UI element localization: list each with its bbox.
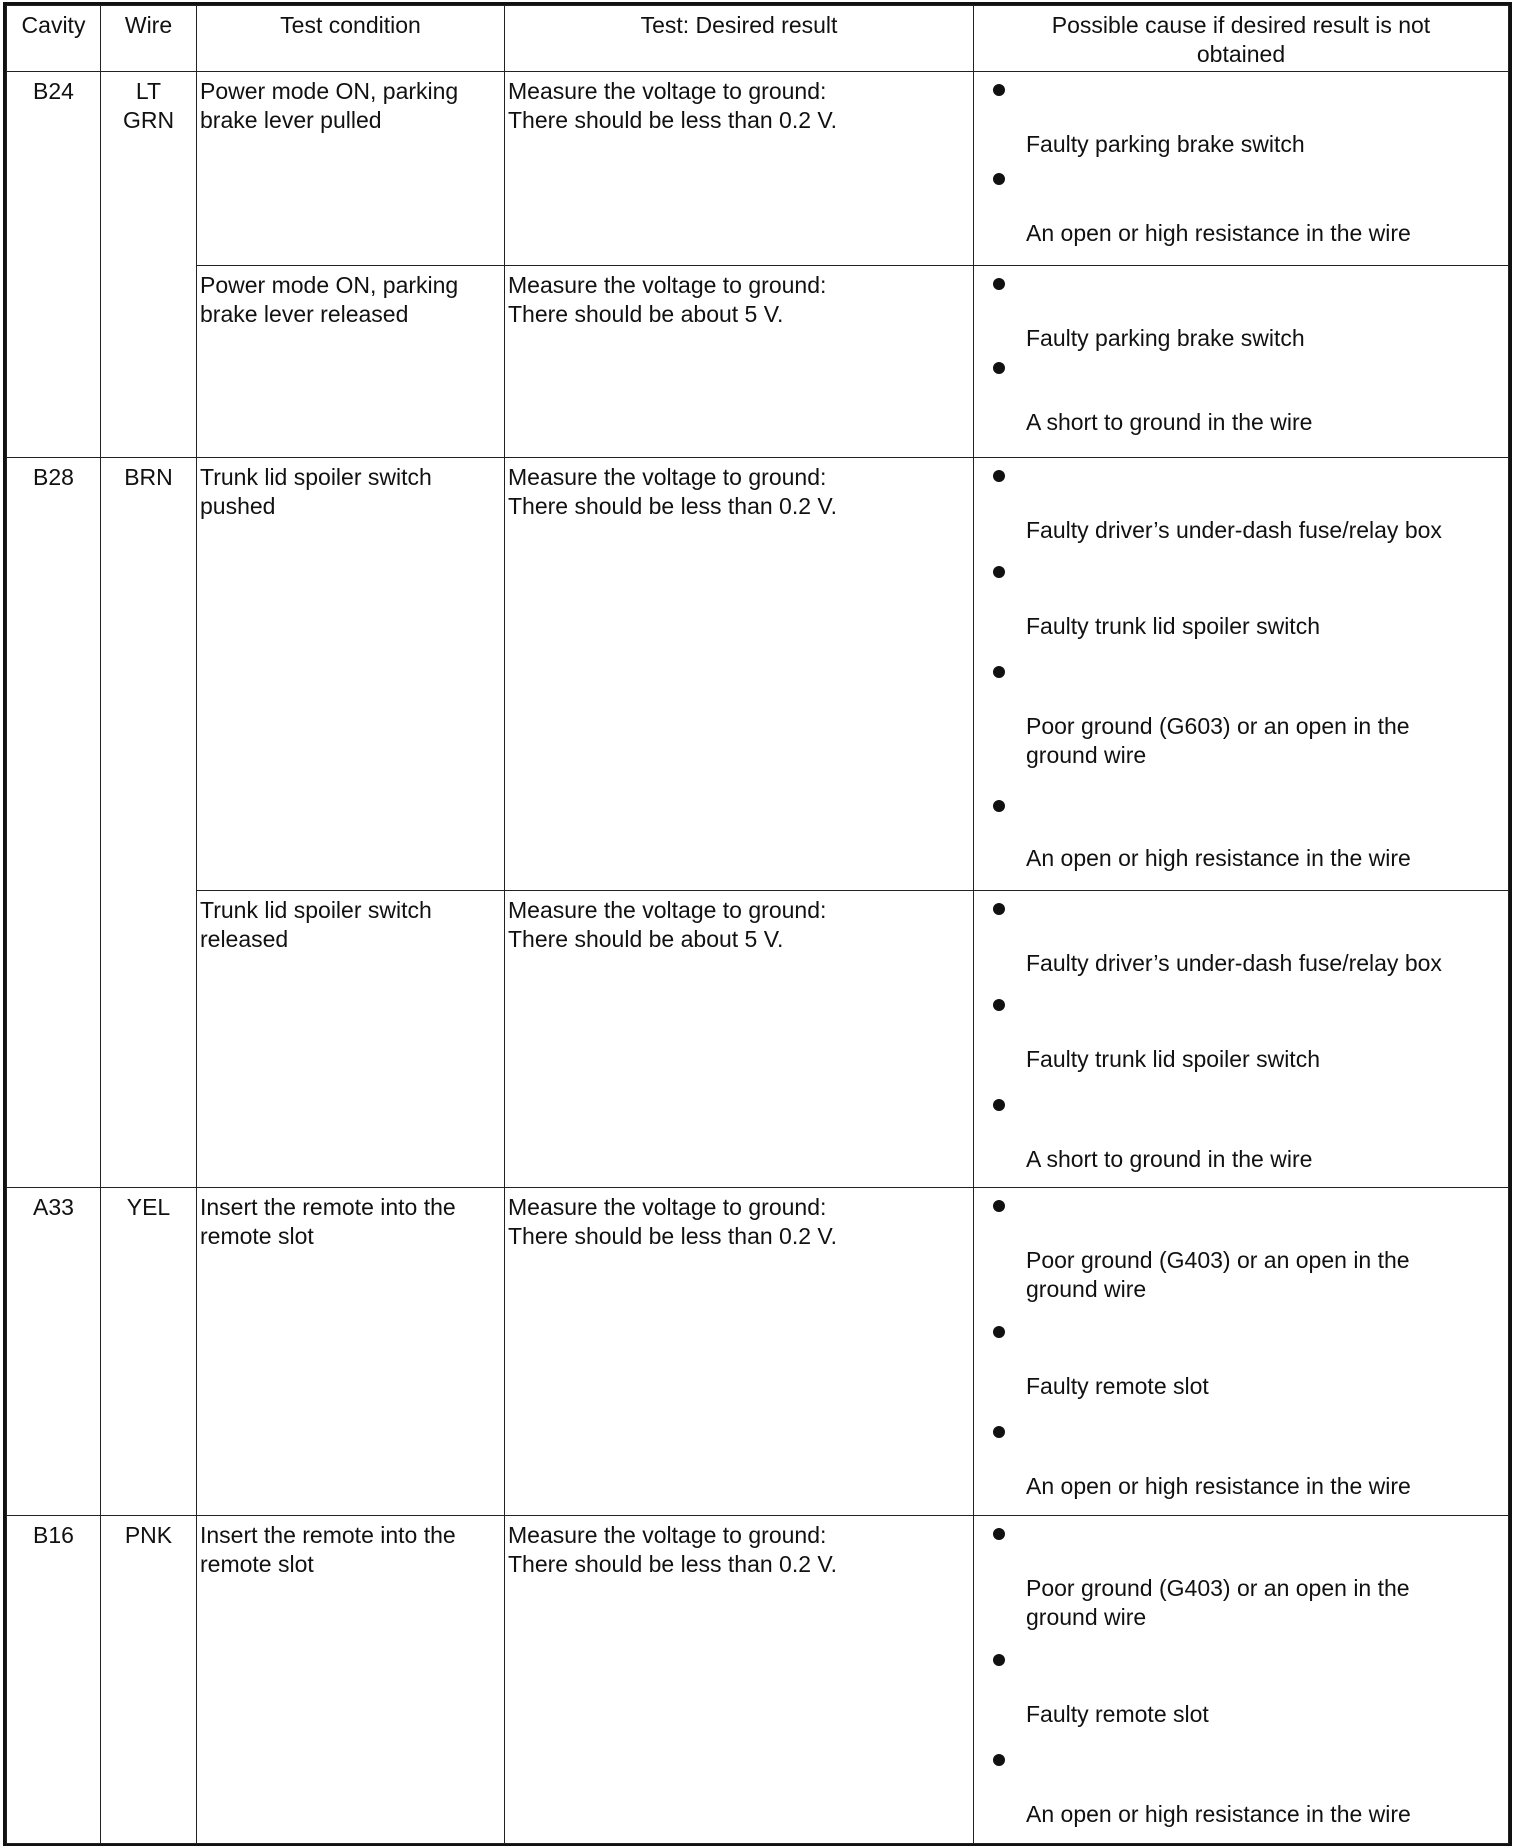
cause-text: Poor ground (G403) or an open in the ground wire bbox=[1026, 1575, 1410, 1630]
bullet-icon bbox=[993, 903, 1005, 915]
cause-item bbox=[974, 1188, 1508, 1322]
test-condition-cell: Trunk lid spoiler switch released bbox=[197, 891, 505, 1188]
cause-text: A short to ground in the wire bbox=[1026, 1146, 1313, 1172]
possible-cause-cell bbox=[974, 1516, 1509, 1844]
cause-text: Faulty trunk lid spoiler switch bbox=[1026, 1046, 1320, 1072]
cause-text: A short to ground in the wire bbox=[1026, 409, 1313, 435]
cause-text: Faulty parking brake switch bbox=[1026, 131, 1305, 157]
header-desired-result: Test: Desired result bbox=[505, 6, 974, 72]
possible-cause-cell bbox=[974, 266, 1509, 458]
cause-text: Faulty trunk lid spoiler switch bbox=[1026, 613, 1320, 639]
bullet-icon bbox=[993, 1528, 1005, 1540]
bullet-icon bbox=[993, 1426, 1005, 1438]
cause-item bbox=[974, 1650, 1508, 1755]
cause-text: An open or high resistance in the wire bbox=[1026, 1473, 1411, 1499]
cause-item bbox=[974, 1322, 1508, 1427]
cause-item bbox=[974, 266, 1508, 366]
bullet-icon bbox=[993, 999, 1005, 1011]
bullet-icon bbox=[993, 1654, 1005, 1666]
cause-text: Faulty remote slot bbox=[1026, 1701, 1209, 1727]
cause-text: An open or high resistance in the wire bbox=[1026, 845, 1411, 871]
cause-text: Poor ground (G603) or an open in the ground wire bbox=[1026, 713, 1410, 768]
cavity-cell: B16 bbox=[7, 1516, 101, 1844]
cause-text: Poor ground (G403) or an open in the ground wire bbox=[1026, 1247, 1410, 1302]
wire-cell: BRN bbox=[101, 458, 197, 1188]
test-condition-cell: Insert the remote into the remote slot bbox=[197, 1188, 505, 1516]
bullet-icon bbox=[993, 566, 1005, 578]
desired-result-cell: Measure the voltage to ground: There should be less than 0.2 V. bbox=[505, 1188, 974, 1516]
possible-cause-cell bbox=[974, 72, 1509, 266]
bullet-icon bbox=[993, 800, 1005, 812]
desired-result-cell: Measure the voltage to ground: There should be about 5 V. bbox=[505, 266, 974, 458]
bullet-icon bbox=[993, 470, 1005, 482]
header-possible-cause: Possible cause if desired result is not obtained bbox=[974, 6, 1509, 72]
desired-result-cell: Measure the voltage to ground: There should be less than 0.2 V. bbox=[505, 1516, 974, 1844]
bullet-icon bbox=[993, 666, 1005, 678]
desired-result-cell: Measure the voltage to ground: There should be less than 0.2 V. bbox=[505, 72, 974, 266]
cause-item bbox=[974, 562, 1508, 667]
bullet-icon bbox=[993, 278, 1005, 290]
bullet-icon bbox=[993, 1099, 1005, 1111]
cause-text: Faulty driver’s under-dash fuse/relay box bbox=[1026, 950, 1442, 976]
header-test-condition: Test condition bbox=[197, 6, 505, 72]
desired-result-cell: Measure the voltage to ground: There should be less than 0.2 V. bbox=[505, 458, 974, 891]
bullet-icon bbox=[993, 1326, 1005, 1338]
cause-item bbox=[974, 891, 1508, 995]
cause-text: Faulty driver’s under-dash fuse/relay box bbox=[1026, 517, 1442, 543]
bullet-icon bbox=[993, 173, 1005, 185]
cause-text: Faulty remote slot bbox=[1026, 1373, 1209, 1399]
bullet-icon bbox=[993, 1200, 1005, 1212]
cause-text: An open or high resistance in the wire bbox=[1026, 220, 1411, 246]
bullet-icon bbox=[993, 362, 1005, 374]
diagnostic-table bbox=[6, 5, 1509, 1844]
bullet-icon bbox=[993, 84, 1005, 96]
wire-cell: PNK bbox=[101, 1516, 197, 1844]
table-row bbox=[7, 72, 1509, 266]
cause-item bbox=[974, 177, 1508, 265]
test-condition-cell: Insert the remote into the remote slot bbox=[197, 1516, 505, 1844]
cavity-cell: A33 bbox=[7, 1188, 101, 1516]
possible-cause-cell bbox=[974, 458, 1509, 891]
cause-item bbox=[974, 1427, 1508, 1513]
cause-item bbox=[974, 801, 1508, 887]
cause-item bbox=[974, 72, 1508, 177]
cause-text: An open or high resistance in the wire bbox=[1026, 1801, 1411, 1827]
cause-item bbox=[974, 1100, 1508, 1186]
cause-item bbox=[974, 366, 1508, 454]
cause-item bbox=[974, 1516, 1508, 1650]
header-row bbox=[7, 6, 1509, 72]
possible-cause-cell bbox=[974, 891, 1509, 1188]
table-row bbox=[7, 266, 1509, 458]
desired-result-cell: Measure the voltage to ground: There should be about 5 V. bbox=[505, 891, 974, 1188]
cavity-cell: B24 bbox=[7, 72, 101, 458]
wire-cell: LT GRN bbox=[101, 72, 197, 458]
cause-text: Faulty parking brake switch bbox=[1026, 325, 1305, 351]
header-wire: Wire bbox=[101, 6, 197, 72]
header-cavity: Cavity bbox=[7, 6, 101, 72]
test-condition-cell: Power mode ON, parking brake lever released bbox=[197, 266, 505, 458]
test-condition-cell: Trunk lid spoiler switch pushed bbox=[197, 458, 505, 891]
table-row bbox=[7, 1516, 1509, 1844]
cavity-cell: B28 bbox=[7, 458, 101, 1188]
bullet-icon bbox=[993, 1754, 1005, 1766]
cause-item bbox=[974, 667, 1508, 801]
cause-item bbox=[974, 995, 1508, 1100]
table-row bbox=[7, 891, 1509, 1188]
table-row bbox=[7, 1188, 1509, 1516]
possible-cause-cell bbox=[974, 1188, 1509, 1516]
cause-item bbox=[974, 1755, 1508, 1841]
table-row bbox=[7, 458, 1509, 891]
test-condition-cell: Power mode ON, parking brake lever pulled bbox=[197, 72, 505, 266]
wire-cell: YEL bbox=[101, 1188, 197, 1516]
cause-item bbox=[974, 458, 1508, 562]
